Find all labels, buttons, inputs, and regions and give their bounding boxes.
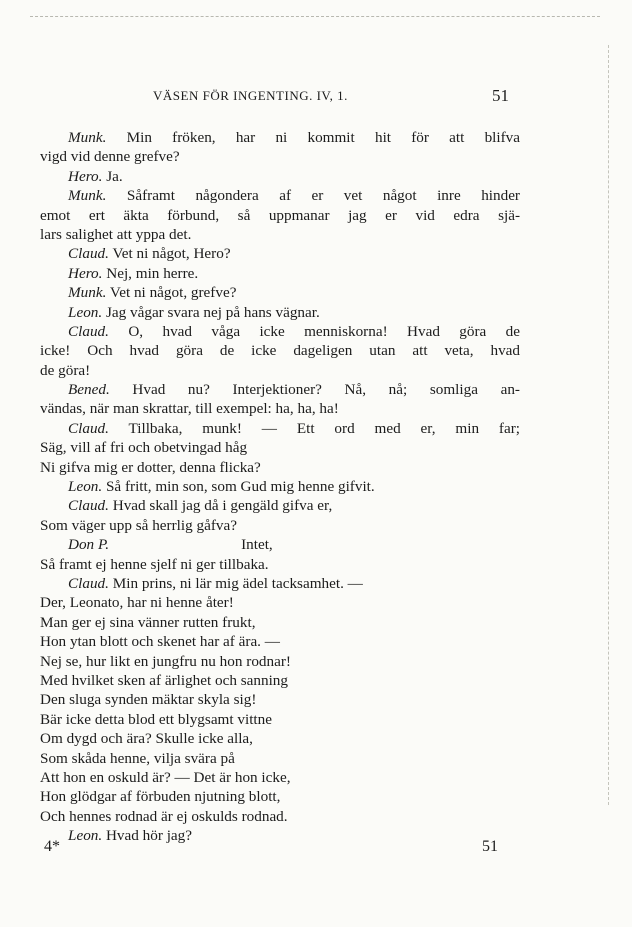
line-text: Min prins, ni lär mig ädel tacksamhet. — [112,574,363,592]
text-line [40,787,520,806]
line-text: Min fröken, har ni kommit hit för att blifva [126,129,521,146]
text-line [40,768,520,787]
page-edge-right [608,45,609,805]
page-edge-top [30,16,600,17]
text-line [40,652,520,671]
running-header [0,88,632,112]
line-text: de göra! [40,361,91,379]
line-text: Hon glödgar af förbuden njutning blott, [40,788,281,806]
speaker-name: Leon. [68,478,103,496]
text-line [40,671,520,690]
body-text [40,128,520,845]
line-text: icke! Och hvad göra de icke dageligen utan att veta, hvad [40,342,520,360]
text-line [40,303,520,322]
line-text: Den sluga synden mäktar skyla sig! [40,691,257,709]
text-line [40,322,520,341]
line-text: Man ger ej sina vänner rutten frukt, [40,613,256,631]
text-line [40,535,520,554]
text-line [40,807,520,826]
text-line [40,264,520,283]
text-line [40,167,520,186]
line-text: Hvad nu? Interjektioner? Nå, nå; somliga an- [132,381,520,399]
speaker-name: Claud. [68,322,109,340]
speaker-name: Munk. [68,284,107,302]
text-line [40,147,520,166]
line-text: Som skåda henne, vilja svära på [40,749,235,767]
line-text: Om dygd och ära? Skulle icke alla, [40,730,253,748]
text-line [40,380,520,399]
line-text: O, hvad våga icke menniskorna! Hvad göra de [128,322,520,340]
text-line [40,186,520,205]
text-line [40,206,520,225]
speaker-name: Claud. [68,419,109,437]
text-line [40,749,520,768]
text-line [40,477,520,496]
line-text: Ni gifva mig er dotter, denna flicka? [40,458,261,476]
line-text: vigd vid denne grefve? [40,148,180,166]
text-line [40,341,520,360]
line-text: Intet, [241,536,273,554]
line-text: emot ert äkta förbund, så uppmanar jag er vid edra sjä- [40,206,520,224]
speaker-name: Claud. [68,574,109,592]
line-text: Ja. [106,167,123,185]
line-text: Och hennes rodnad är ej oskulds rodnad. [40,807,288,825]
text-line [40,574,520,593]
signature-mark: 4* [44,838,60,855]
line-text: Jag vågar svara nej på hans vägnar. [105,303,320,321]
page-number: 51 [492,86,509,105]
text-line [40,729,520,748]
text-line [40,710,520,729]
line-text: Som väger upp så herrlig gåfva? [40,516,237,534]
text-line [40,555,520,574]
text-line [40,225,520,244]
text-line [40,128,520,147]
text-line [40,632,520,651]
speaker-name: Leon. [68,303,103,321]
page-footer [0,838,632,860]
line-text: Med hvilket sken af ärlighet och sanning [40,671,288,689]
speaker-name: Munk. [68,187,107,205]
line-text: Hon ytan blott och skenet har af ära. — [40,633,280,651]
speaker-name: Hero. [68,167,103,185]
line-text: Hvad hör jag? [105,827,192,845]
line-text: Bär icke detta blod ett blygsamt vittne [40,710,272,728]
line-text: lars salighet att yppa det. [40,225,192,243]
text-line [40,283,520,302]
running-title: VÄSEN FÖR INGENTING. IV, 1. [153,88,348,103]
speaker-name: Leon. [68,827,103,845]
line-text: Så fritt, min son, som Gud mig henne gifvit. [105,478,375,496]
text-line [40,361,520,380]
line-text: Der, Leonato, har ni henne åter! [40,594,234,612]
line-text: Hvad skall jag då i gengäld gifva er, [112,497,333,515]
footer-page-number: 51 [482,838,498,855]
speaker-name: Claud. [68,497,109,515]
text-line [40,458,520,477]
line-text: Att hon en oskuld är? — Det är hon icke, [40,768,291,786]
line-text: vändas, när man skrattar, till exempel: ha, ha, ha! [40,400,339,418]
speaker-name: Munk. [68,129,107,146]
line-text: Säg, vill af fri och obetvingad håg [40,439,248,457]
line-text: Så framt ej henne sjelf ni ger tillbaka. [40,555,269,573]
line-text: Nej se, hur likt en jungfru nu hon rodnar! [40,652,291,670]
text-line [40,613,520,632]
line-text: Tillbaka, munk! — Ett ord med er, min far; [128,419,520,437]
text-line [40,438,520,457]
text-line [40,516,520,535]
speaker-name: Claud. [68,245,109,263]
line-text: Vet ni något, Hero? [112,245,231,263]
text-line [40,593,520,612]
text-line [40,244,520,263]
line-text: Nej, min herre. [106,264,199,282]
speaker-name: Don P. [68,536,110,554]
text-line [40,399,520,418]
speaker-name: Hero. [68,264,103,282]
text-line [40,496,520,515]
line-text: Vet ni något, grefve? [109,284,237,302]
line-text: Såframt någondera af er vet något inre hinder [126,187,520,205]
text-line [40,690,520,709]
speaker-name: Bened. [68,381,110,399]
text-line [40,419,520,438]
